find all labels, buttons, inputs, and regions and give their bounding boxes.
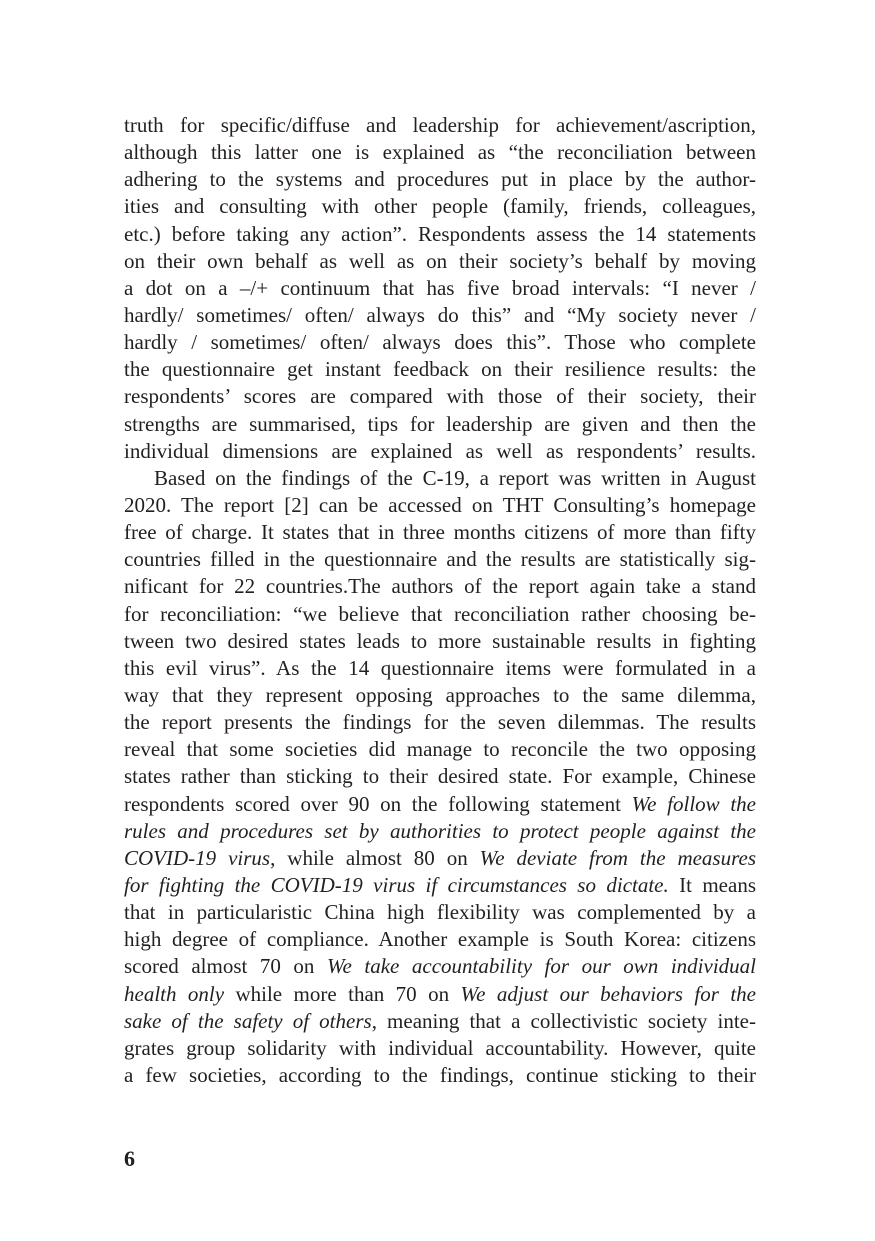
text-segment: respondents’ scores are compared with those of their society, their: [124, 384, 756, 409]
italic-text: We deviate from the measures: [479, 845, 756, 870]
text-line: [124, 438, 756, 465]
text-segment: free of charge. It states that in three months citizens of more than fifty: [124, 520, 756, 545]
text-segment: high degree of compliance. Another example is South Korea: citizens: [124, 927, 756, 952]
text-line: [124, 709, 756, 736]
text-segment: It means: [668, 872, 756, 897]
text-line: [124, 926, 756, 953]
text-line: [124, 248, 756, 275]
text-segment: nificant for 22 countries.The authors of the report again take a stand: [124, 574, 756, 599]
text-line: [124, 682, 756, 709]
text-segment: that in particularistic China high flexibility was complemented by a: [124, 900, 756, 925]
italic-text: We follow the: [631, 791, 756, 816]
text-segment: this evil virus”. As the 14 questionnaire items were formulated in a: [124, 655, 756, 680]
text-segment: states rather than sticking to their desired state. For example, Chinese: [124, 764, 756, 789]
text-line: [124, 193, 756, 220]
body-text: [124, 112, 756, 1089]
text-line: [124, 329, 756, 356]
text-line: [124, 166, 756, 193]
text-segment: hardly/ sometimes/ often/ always do this” and “My society never /: [124, 302, 756, 327]
text-line: [124, 1035, 756, 1062]
text-line: [124, 601, 756, 628]
text-line: [124, 221, 756, 248]
text-line: [124, 872, 756, 899]
text-line: [124, 573, 756, 600]
text-line: [124, 1008, 756, 1035]
text-segment: on their own behalf as well as on their society’s behalf by moving: [124, 248, 756, 273]
text-line: [124, 736, 756, 763]
text-line: [124, 139, 756, 166]
italic-text: sake of the safety of others: [124, 1008, 372, 1033]
italic-text: rules and procedures set by authorities to protect people against the: [124, 818, 756, 843]
text-segment: individual dimensions are explained as well as respondents’ results.: [124, 438, 756, 463]
italic-text: health only: [124, 981, 225, 1006]
text-segment: adhering to the systems and procedures put in place by the author-: [124, 167, 756, 192]
text-line: [124, 818, 756, 845]
text-line: [124, 628, 756, 655]
text-segment: while more than 70 on: [224, 981, 461, 1006]
text-segment: the questionnaire get instant feedback on their resilience results: the: [124, 357, 756, 382]
text-segment: the report presents the findings for the seven dilemmas. The results: [124, 710, 756, 735]
text-line: [124, 981, 756, 1008]
italic-text: We adjust our behaviors for the: [460, 981, 756, 1006]
text-segment: scored almost 70 on: [124, 954, 327, 979]
text-segment: 2020. The report [2] can be accessed on THT Consulting’s homepage: [124, 492, 756, 517]
italic-text: We take accountability for our own individual: [326, 954, 757, 979]
text-line: [124, 465, 756, 492]
text-segment: although this latter one is explained as “the reconciliation between: [124, 140, 756, 165]
italic-text: COVID-19 virus: [124, 845, 271, 870]
text-line: [124, 763, 756, 790]
text-segment: Based on the findings of the C-19, a report was written in August: [154, 465, 756, 490]
text-line: [124, 845, 756, 872]
text-line: [124, 383, 756, 410]
text-line: [124, 899, 756, 926]
text-segment: , while almost 80 on: [270, 845, 480, 870]
paragraph: [124, 112, 756, 465]
text-line: [124, 791, 756, 818]
text-segment: grates group solidarity with individual accountability. However, quite: [124, 1035, 756, 1060]
text-segment: ities and consulting with other people (family, friends, colleagues,: [124, 194, 756, 219]
text-line: [124, 492, 756, 519]
text-line: [124, 655, 756, 682]
text-line: [124, 112, 756, 139]
text-segment: , meaning that a collectivistic society inte-: [371, 1008, 756, 1033]
text-segment: respondents scored over 90 on the following statement: [124, 791, 632, 816]
text-segment: reveal that some societies did manage to reconcile the two opposing: [124, 737, 756, 762]
text-segment: for reconciliation: “we believe that reconciliation rather choosing be-: [124, 601, 756, 626]
text-segment: truth for specific/diffuse and leadership for achievement/ascription,: [124, 113, 756, 137]
text-segment: countries filled in the questionnaire and the results are statistically sig-: [124, 547, 756, 572]
text-line: [124, 953, 756, 980]
text-line: [124, 302, 756, 329]
text-line: [124, 275, 756, 302]
text-line: [124, 519, 756, 546]
text-segment: a few societies, according to the findings, continue sticking to their: [124, 1062, 756, 1087]
text-segment: strengths are summarised, tips for leadership are given and then the: [124, 411, 756, 436]
text-segment: way that they represent opposing approaches to the same dilemma,: [124, 682, 756, 707]
paragraph: [124, 465, 756, 1089]
text-line: [124, 411, 756, 438]
text-line: [124, 356, 756, 383]
text-segment: etc.) before taking any action”. Respondents assess the 14 statements: [124, 221, 756, 246]
text-segment: tween two desired states leads to more sustainable results in fighting: [124, 628, 756, 653]
text-segment: a dot on a –/+ continuum that has five broad intervals: “I never /: [124, 275, 756, 300]
text-line: [124, 1062, 756, 1089]
text-line: [124, 546, 756, 573]
page-number: 6: [124, 1146, 135, 1171]
text-segment: hardly / sometimes/ often/ always does this”. Those who complete: [124, 330, 756, 355]
italic-text: for fighting the COVID-19 virus if circumstances so dictate.: [124, 872, 669, 897]
